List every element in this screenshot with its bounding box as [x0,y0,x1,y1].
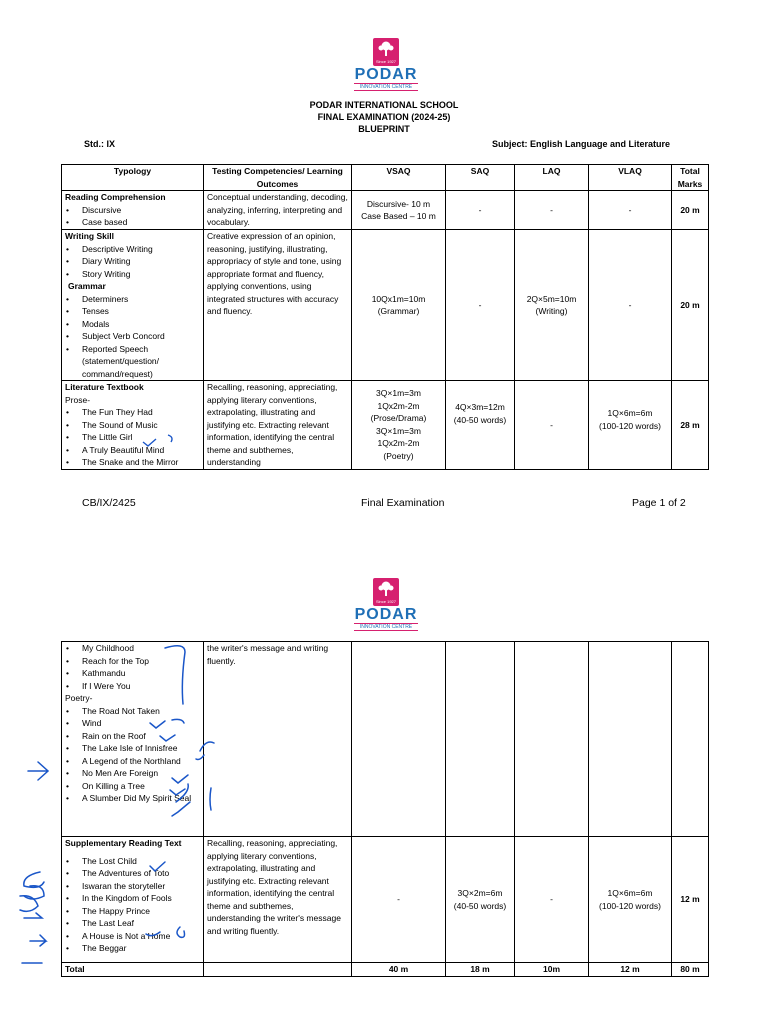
total-cell: 20 m [672,191,709,230]
competency-cell: Conceptual understanding, decoding, analyzing, inferring, interpreting and vocabulary. [204,191,352,230]
cell-line: (Prose/Drama) [370,413,427,424]
typology-cell [62,642,204,837]
total-cell [672,642,709,837]
standard-label: Std.: IX [84,139,115,149]
blueprint-table-page-2 [61,641,709,977]
list-item: • A House is Not a Home [65,930,200,943]
list-item: • Rain on the Roof [65,730,200,743]
vsaq-total: 40 m [352,963,446,977]
list-item: • Subject Verb Concord [65,330,200,343]
cell-line: (40-50 words) [453,900,507,911]
logo-tagline: Since 1927 [375,59,396,64]
total-cell: 20 m [672,230,709,381]
header-vsaq: VSAQ [352,165,446,191]
vlaq-cell [589,837,672,963]
saq-cell [446,642,515,837]
vsaq-cell [352,191,446,230]
totals-label: Total [62,963,204,977]
logo-tagline: Since 1927 [375,599,396,604]
list-item: • If I Were You [65,680,200,693]
vsaq-cell: - [352,837,446,963]
list-item: • Descriptive Writing [65,243,200,256]
list-item: • Tenses [65,305,200,318]
typology-cell [62,230,204,381]
competency-cell: Recalling, reasoning, appreciating, applying literary conventions, extrapolating, illustrating and justifying etc. Extracting relevant information, identifying the central theme and subthemes, understanding the writer's message and writing fluently. [204,837,352,963]
logo-name: PODAR [354,66,418,83]
cell-line: 10Qx1m=10m [371,293,426,304]
list-item: • On Killing a Tree [65,780,200,793]
header-competencies: Testing Competencies/ Learning Outcomes [204,165,352,191]
header-laq: LAQ [515,165,589,191]
vlaq-cell [589,642,672,837]
vsaq-cell [352,642,446,837]
cell-line: (100-120 words) [599,900,661,911]
school-name: PODAR INTERNATIONAL SCHOOL [309,100,459,110]
logo-name: PODAR [354,606,418,623]
tree-emblem-icon [373,578,399,606]
row-title: Reading Comprehension [65,192,166,202]
logo-subtitle: INNOVATION CENTRE [354,83,418,91]
list-item: • The Sound of Music [65,419,200,432]
header-total-marks: Total Marks [672,165,709,191]
list-item: • Wind [65,717,200,730]
cell-line: (40-50 words) [453,414,507,425]
podar-logo [346,38,426,91]
table-row-totals [62,963,709,977]
list-item: • The Lost Child [65,855,200,868]
cell-line: 3Q×2m=6m [457,888,503,898]
blueprint-table-page-1 [61,164,709,470]
cell-line: 4Q×3m=12m [455,402,505,412]
list-item: • The Road Not Taken [65,705,200,718]
cell-line: 3Q×1m=3m [376,425,421,436]
typology-cell [62,191,204,230]
competency-cell: the writer's message and writing fluently. [204,642,352,837]
exam-title: FINAL EXAMINATION (2024-25) [317,112,451,122]
typology-cell [62,837,204,963]
list-item: • A Truly Beautiful Mind [65,444,200,457]
vlaq-cell: - [589,230,672,381]
header-typology: Typology [62,165,204,191]
row-title: Literature Textbook [65,382,144,392]
footer-code: CB/IX/2425 [82,497,136,509]
cell-line: 2Q×5m=10m [526,293,577,304]
doc-type: BLUEPRINT [358,124,410,134]
vlaq-cell: - [589,191,672,230]
list-item: • No Men Are Foreign [65,767,200,780]
grammar-title: Grammar [68,281,106,291]
header-vlaq: VLAQ [589,165,672,191]
total-cell: 28 m [672,381,709,470]
logo-subtitle: INNOVATION CENTRE [354,623,418,631]
vsaq-cell [352,381,446,470]
page-2 [0,572,768,1024]
footer-page-number: Page 1 of 2 [632,497,686,509]
list-item: • The Lake Isle of Innisfree [65,742,200,755]
cell-line: (100-120 words) [599,420,661,431]
subject-label: Subject: English Language and Literature [492,139,671,149]
list-item: • Kathmandu [65,667,200,680]
competency-cell: Creative expression of an opinion, reasoning, justifying, illustrating, appropriacy of style and tone, using appropriate format and fluency, applying conventions, using integrated structures with accuracy and fluency. [204,230,352,381]
cell-line: 1Qx2m-2m [377,400,420,411]
laq-cell [515,642,589,837]
list-item: • A Slumber Did My Spirit Seal [65,792,200,805]
competency-cell: Recalling, reasoning, appreciating, applying literary conventions, extrapolating, illustrating and justifying etc. Extracting relevant information, identifying the central theme and subthemes, understanding [204,381,352,470]
list-item: • Determiners [65,293,200,306]
total-cell: 12 m [672,837,709,963]
competency-cell [204,963,352,977]
row-title: Supplementary Reading Text [65,838,182,848]
table-row-literature [62,381,709,470]
list-item: • The Snake and the Mirror [65,456,200,469]
list-item: • The Beggar [65,942,200,955]
vlaq-total: 12 m [589,963,672,977]
cell-line: (Grammar) [377,306,420,316]
laq-cell: - [515,381,589,470]
saq-cell [446,381,515,470]
cell-line: (Poetry) [383,450,414,461]
list-item: • In the Kingdom of Fools [65,892,200,905]
list-item: • Reported Speech (statement/question/ command/request) [65,343,200,381]
vlaq-cell [589,381,672,470]
list-item: • The Adventures of Toto [65,867,200,880]
cell-line: 1Q×6m=6m [607,408,653,418]
laq-cell [515,230,589,381]
table-header-row [62,165,709,191]
list-item: • Reach for the Top [65,655,200,668]
cell-line: 1Qx2m-2m [377,438,420,449]
cell-line: Discursive- 10 m [366,198,431,209]
cell-line: Case Based – 10 m [361,211,436,221]
list-item: • A Legend of the Northland [65,755,200,768]
prose-label: Prose- [65,394,91,405]
list-item: • Story Writing [65,268,200,281]
list-item: • Modals [65,318,200,331]
laq-cell: - [515,191,589,230]
table-row-literature-continued [62,642,709,837]
list-item: • The Little Girl [65,431,200,444]
cell-line: (Writing) [535,306,568,316]
saq-total: 18 m [446,963,515,977]
list-item: • The Fun They Had [65,406,200,419]
footer-title: Final Examination [361,497,445,509]
tree-emblem-icon [373,38,399,66]
podar-logo [346,578,426,631]
cell-line: 1Q×6m=6m [607,888,653,898]
saq-cell [446,837,515,963]
cell-line: 3Q×1m=3m [376,388,421,399]
poetry-label: Poetry- [65,693,93,703]
saq-cell: - [446,230,515,381]
laq-cell: - [515,837,589,963]
document-header [0,99,768,135]
vsaq-cell [352,230,446,381]
list-item: • My Childhood [65,642,200,655]
list-item: • The Happy Prince [65,905,200,918]
typology-cell [62,381,204,470]
list-item: • Diary Writing [65,255,200,268]
grand-total: 80 m [672,963,709,977]
saq-cell: - [446,191,515,230]
list-item: • Discursive [65,204,200,217]
table-row-writing [62,230,709,381]
row-title: Writing Skill [65,231,114,241]
list-item: • Case based [65,216,200,229]
header-saq: SAQ [446,165,515,191]
laq-total: 10m [515,963,589,977]
table-row-supplementary [62,837,709,963]
list-item: • The Last Leaf [65,917,200,930]
table-row-reading [62,191,709,230]
list-item: • Iswaran the storyteller [65,880,200,893]
